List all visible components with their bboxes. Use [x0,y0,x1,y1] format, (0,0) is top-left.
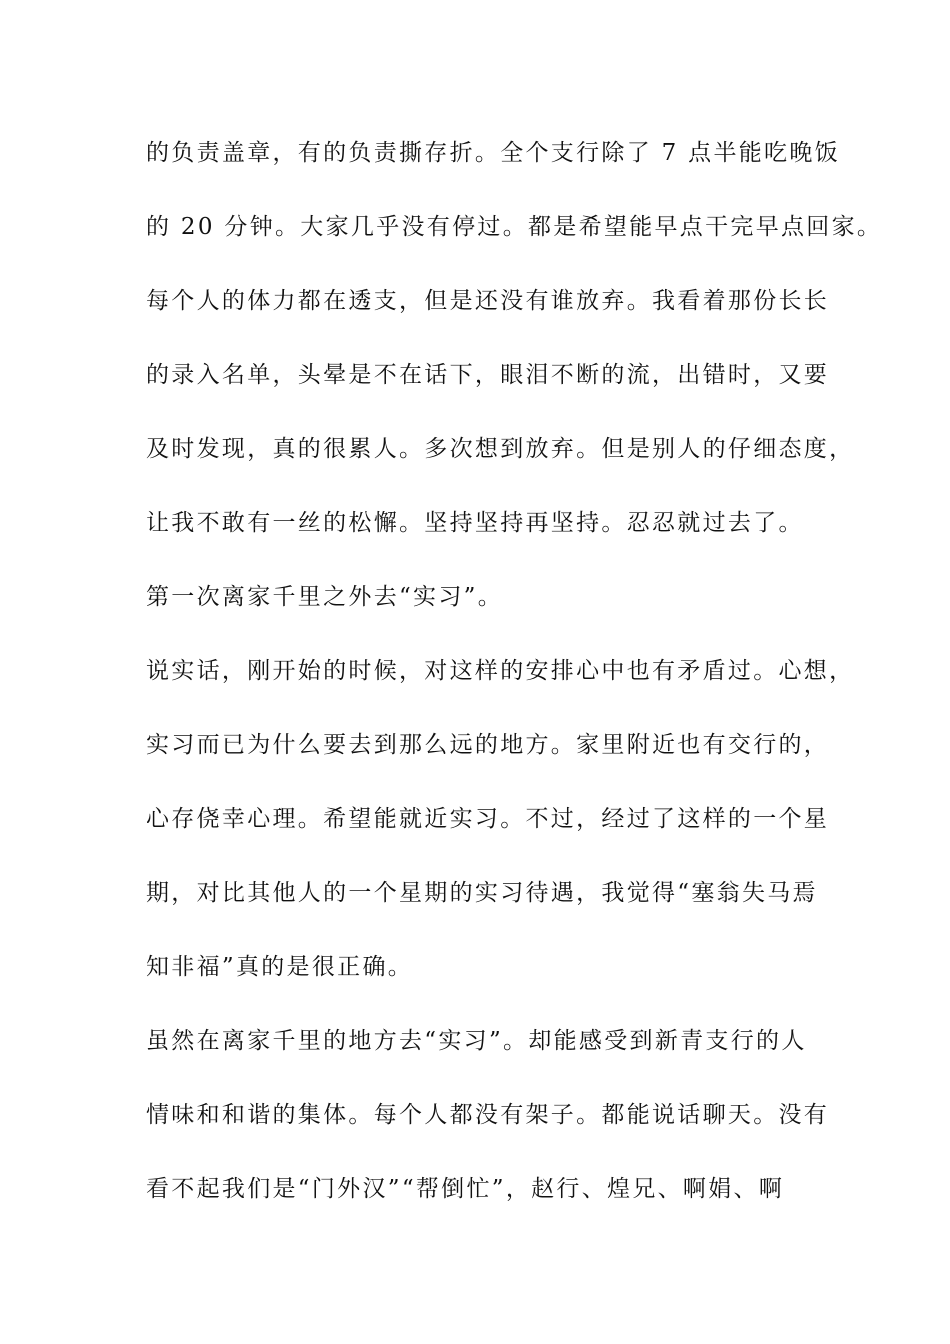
text-line: 的录入名单，头晕是不在话下，眼泪不断的流，出错时，又要 [146,362,830,388]
text-line: 的负责盖章，有的负责撕存折。全个支行除了 7 点半能吃晚饭 [146,140,840,166]
text-line: 实习而已为什么要去到那么远的地方。家里附近也有交行的， [146,732,830,758]
text-line: 虽然在离家千里的地方去“实习”。却能感受到新青支行的人 [146,1028,807,1054]
text-line: 的 20 分钟。大家几乎没有停过。都是希望能早点干完早点回家。 [146,214,883,240]
section-heading: 第一次离家千里之外去“实习”。 [146,584,504,610]
text-line: 每个人的体力都在透支，但是还没有谁放弃。我看着那份长长 [146,288,830,314]
text-line: 看不起我们是“门外汉”“帮倒忙”，赵行、煌兄、啊娟、啊 [146,1176,785,1202]
text-line: 情味和和谐的集体。每个人都没有架子。都能说话聊天。没有 [146,1102,830,1128]
text-line: 心存侥幸心理。希望能就近实习。不过，经过了这样的一个星 [146,806,830,832]
text-line: 让我不敢有一丝的松懈。坚持坚持再坚持。忍忍就过去了。 [146,510,804,536]
text-line: 期，对比其他人的一个星期的实习待遇，我觉得“塞翁失马焉 [146,880,818,906]
text-line: 说实话，刚开始的时候，对这样的安排心中也有矛盾过。心想， [146,658,855,684]
text-line: 及时发现，真的很累人。多次想到放弃。但是别人的仔细态度， [146,436,855,462]
text-line: 知非福”真的是很正确。 [146,954,414,980]
